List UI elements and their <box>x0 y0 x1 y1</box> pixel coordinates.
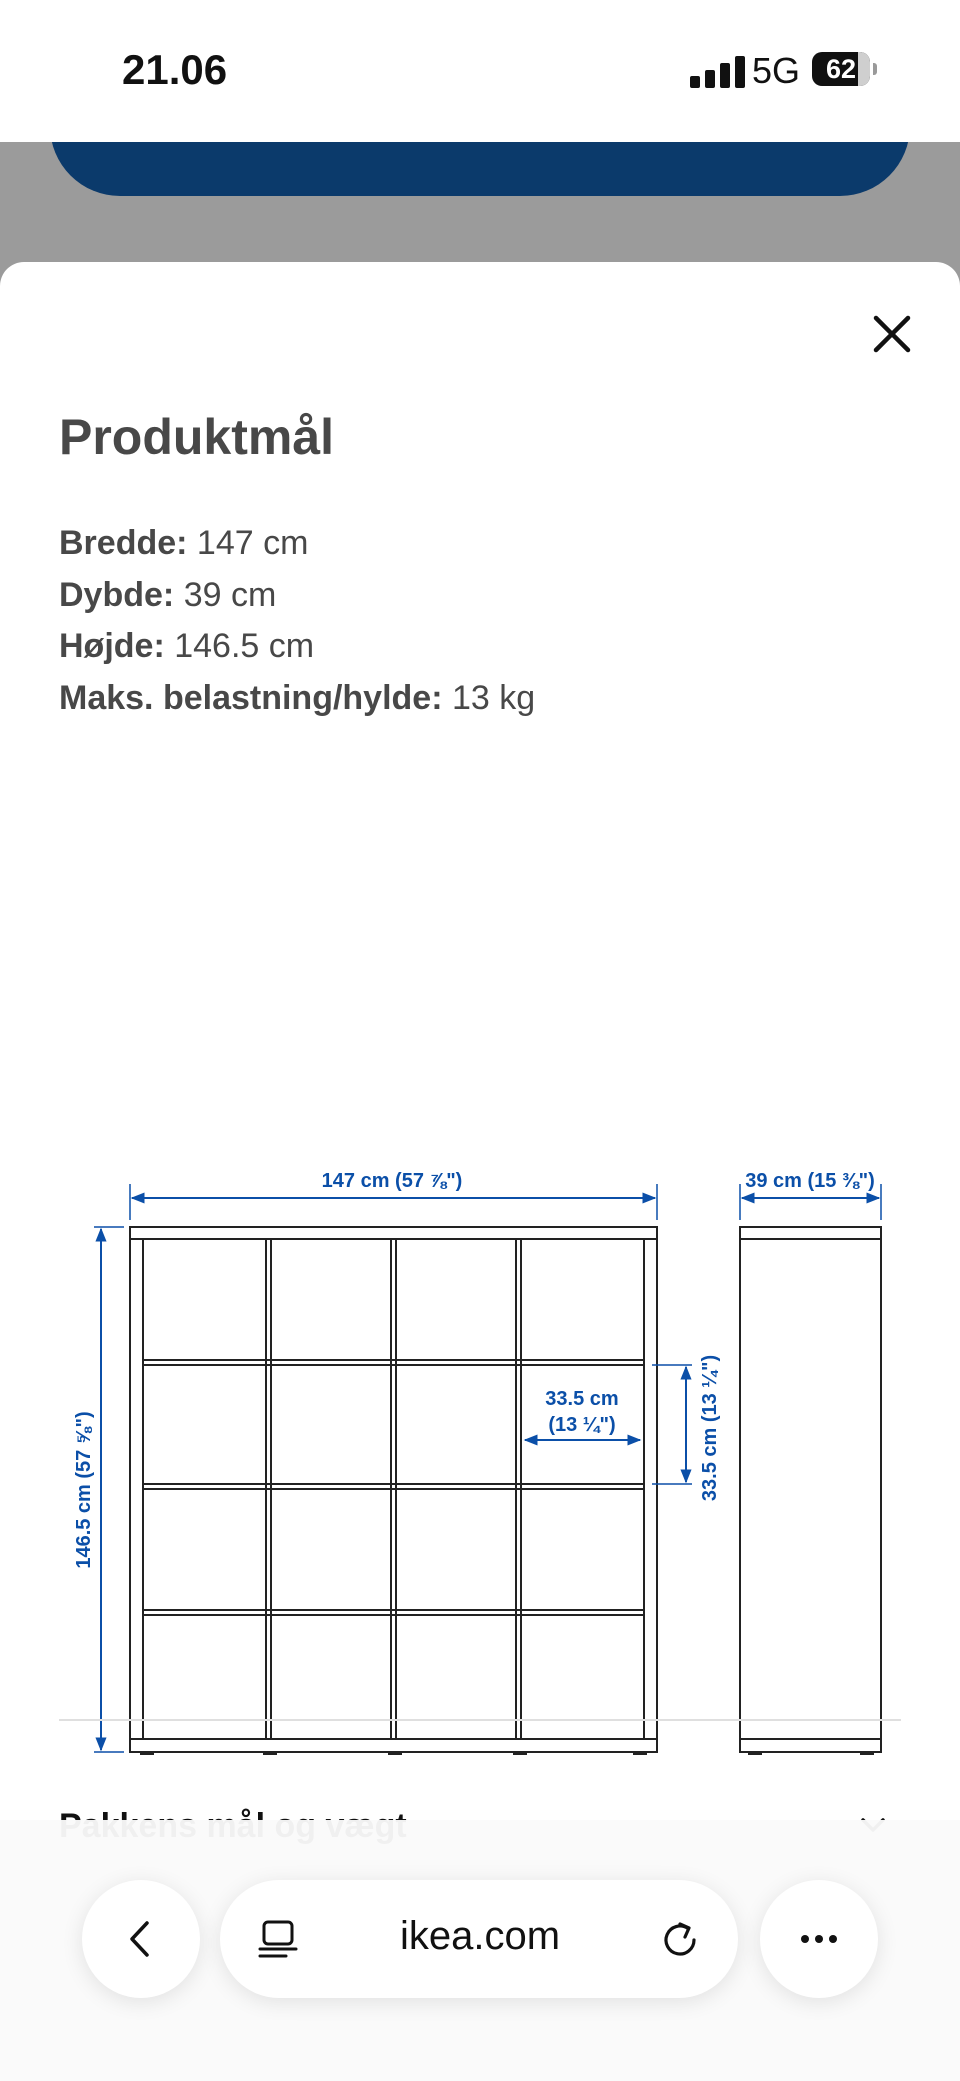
shelf-front-view <box>130 1227 657 1755</box>
address-bar[interactable] <box>220 1880 738 1998</box>
spec-width <box>59 518 535 570</box>
more-icon <box>797 1917 841 1961</box>
width-dimension-label: 147 cm (57 ⅞") <box>321 1170 463 1192</box>
cell-height-dimension <box>652 1355 721 1501</box>
url-text[interactable]: ikea.com <box>399 1914 561 1958</box>
spec-value: 13 kg <box>451 678 536 717</box>
back-button[interactable] <box>82 1880 200 1998</box>
shelf-side-view <box>740 1227 881 1755</box>
cell-width-label-line1: 33.5 cm <box>545 1388 619 1410</box>
battery-level: 62 <box>825 54 857 84</box>
dimension-diagram <box>0 882 960 1782</box>
section-divider <box>59 1719 901 1721</box>
spec-label: Maks. belastning/hylde: <box>59 678 443 717</box>
battery-icon <box>812 52 870 86</box>
status-bar <box>0 0 960 142</box>
width-dimension <box>130 1170 657 1220</box>
spec-value: 146.5 cm <box>174 627 315 665</box>
close-button[interactable] <box>866 308 918 360</box>
height-dimension-label: 146.5 cm (57 ⅝") <box>73 1411 95 1569</box>
spec-height <box>59 621 535 673</box>
browser-toolbar <box>0 1880 960 2000</box>
cellular-signal-icon <box>690 56 748 88</box>
reload-icon[interactable] <box>658 1918 702 1962</box>
cell-width-label-line2: (13 ¼") <box>548 1414 616 1436</box>
depth-dimension <box>740 1170 881 1220</box>
more-button[interactable] <box>760 1880 878 1998</box>
chevron-left-icon <box>119 1917 163 1961</box>
status-time: 21.06 <box>122 46 228 93</box>
spec-label: Bredde: <box>59 524 188 562</box>
spec-label: Højde: <box>59 627 165 665</box>
sheet-title: Produktmål <box>59 409 335 465</box>
battery-tip <box>873 63 877 75</box>
spec-value: 39 cm <box>183 575 277 614</box>
depth-dimension-label: 39 cm (15 ⅜") <box>745 1170 875 1192</box>
network-label: 5G <box>752 50 801 91</box>
dimension-specs <box>59 518 535 724</box>
spec-depth <box>59 570 535 622</box>
height-dimension <box>73 1227 124 1752</box>
cell-height-label: 33.5 cm (13 ¼") <box>699 1354 721 1502</box>
spec-max-load <box>59 673 535 725</box>
product-dimensions-sheet <box>0 262 960 2081</box>
spec-value: 147 cm <box>196 524 309 562</box>
spec-label: Dybde: <box>59 575 175 614</box>
tabs-icon[interactable] <box>256 1918 300 1962</box>
close-icon <box>866 308 918 360</box>
